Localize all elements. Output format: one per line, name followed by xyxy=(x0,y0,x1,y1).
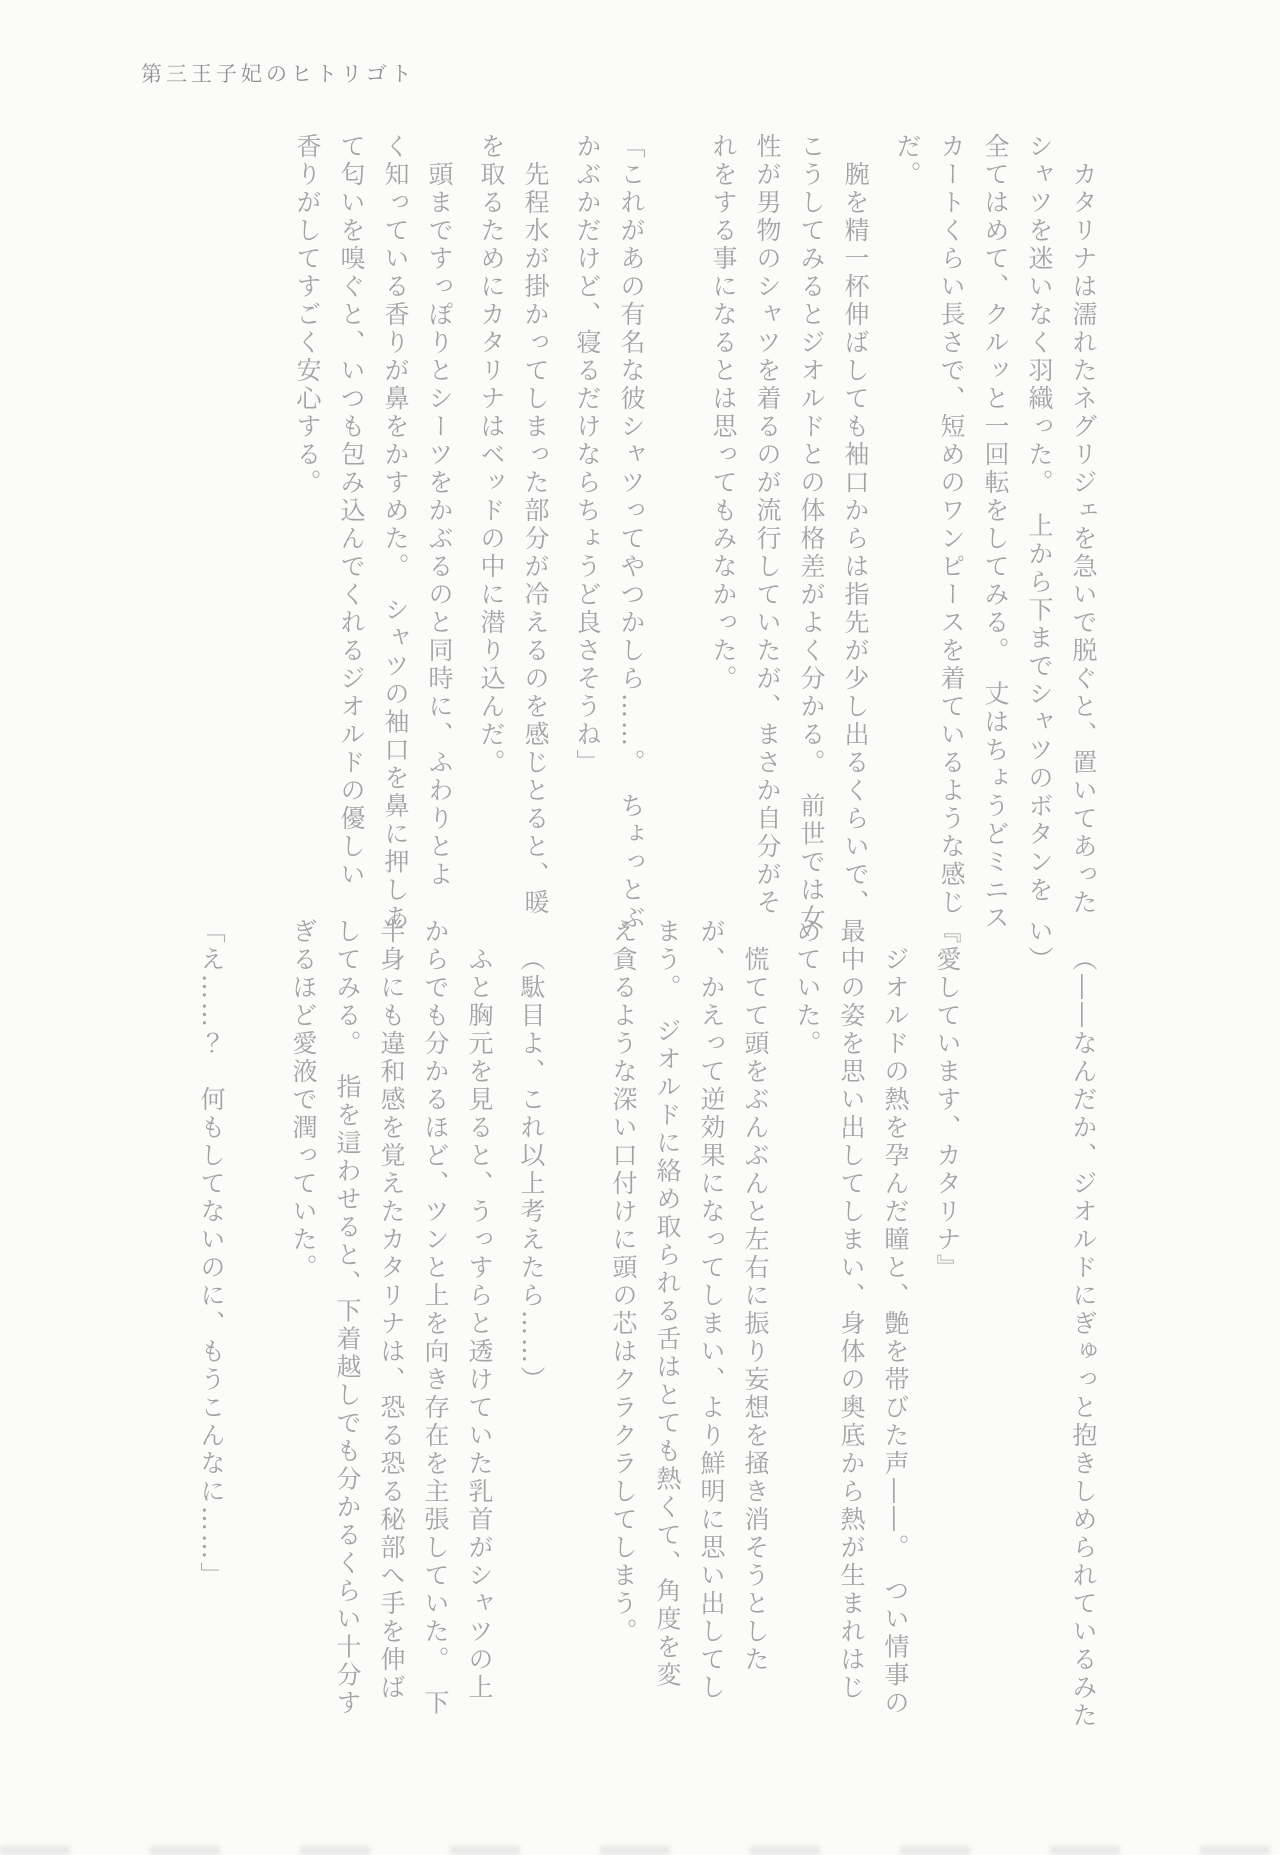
text-block-top xyxy=(285,133,1105,933)
text-column: え貪るような深い口付けに頭の芯はクラクラしてしまう。 xyxy=(609,918,638,1646)
text-column: 全てはめて、クルッと一回転をしてみる。 丈はちょうどミニス xyxy=(981,133,1010,933)
paragraph-quote xyxy=(925,918,969,1698)
paragraph-normal xyxy=(281,918,501,1718)
text-column: 最中の姿を思い出してしまい、身体の奥底から熱が生まれはじ xyxy=(837,918,866,1702)
text-block-bottom xyxy=(189,918,1105,1730)
text-column: 性が男物のシャツを着るのが流行していたが、まさか自分がそ xyxy=(753,133,782,917)
text-column: まう。 ジオルドに絡め取られる舌はとても熱くて、角度を変 xyxy=(653,918,682,1690)
paragraph-normal xyxy=(469,133,557,917)
paragraph-thought xyxy=(1017,918,1105,1730)
text-column: からでも分かるほど、ツンと上を向き存在を主張していた。 下 xyxy=(421,918,450,1718)
text-column: カートくらい長さで、短めのワンピースを着ているような感じ xyxy=(937,133,966,917)
text-column: 半身にも違和感を覚えたカタリナは、恐る恐る秘部へ手を伸ば xyxy=(377,918,406,1702)
text-column: かぶかだけど、寝るだけならちょうど良さそうね」 xyxy=(573,133,602,777)
paragraph-quote xyxy=(189,918,233,1698)
paragraph-normal xyxy=(885,133,1105,933)
text-column: してみる。 指を這わせると、下着越しでも分かるくらい十分す xyxy=(333,918,362,1718)
text-column: 先程水が掛かってしまった部分が冷えるのを感じとると、暖 xyxy=(521,161,550,917)
text-column: （駄目よ、これ以上考えたら……） xyxy=(517,946,546,1394)
text-column: が、かえって逆効果になってしまい、より鮮明に思い出してし xyxy=(697,918,726,1702)
paragraph-normal xyxy=(601,918,777,1702)
page-title: 第三王子妃のヒトリゴト xyxy=(141,62,416,86)
text-column: だ。 xyxy=(893,133,922,189)
text-column: 『愛しています、カタリナ』 xyxy=(933,918,962,1282)
text-column: カタリナは濡れたネグリジェを急いで脱ぐと、置いてあった xyxy=(1069,161,1098,917)
text-column: 頭まですっぽりとシーツをかぶるのと同時に、ふわりとよ xyxy=(425,161,454,889)
paragraph-normal xyxy=(285,133,461,933)
scan-artifact xyxy=(0,1846,1280,1855)
text-column: 慌てて頭をぶんぶんと左右に振り妄想を掻き消そうとした xyxy=(741,946,770,1674)
text-column: （――なんだか、ジオルドにぎゅっと抱きしめられているみた xyxy=(1069,946,1098,1730)
text-column: 「え……？ 何もしてないのに、もうこんなに……」 xyxy=(197,918,226,1590)
text-column: て匂いを嗅ぐと、いつも包み込んでくれるジオルドの優しい xyxy=(337,133,366,889)
text-column: こうしてみるとジオルドとの体格差がよく分かる。 前世では女 xyxy=(797,133,826,933)
text-column: ジオルドの熱を孕んだ瞳と、艶を帯びた声――。 つい情事の xyxy=(881,946,910,1718)
text-column: く知っている香りが鼻をかすめた。 シャツの袖口を鼻に押しあ xyxy=(381,133,410,933)
text-column: 「これがあの有名な彼シャツってやつかしら……。 ちょっとぶ xyxy=(617,133,646,933)
text-column: めていた。 xyxy=(793,918,822,1058)
text-column: れをする事になるとは思ってもみなかった。 xyxy=(709,133,738,693)
text-column: シャツを迷いなく羽織った。 上から下までシャツのボタンを xyxy=(1025,133,1054,905)
text-column: ぎるほど愛液で潤っていた。 xyxy=(289,918,318,1282)
text-column: 腕を精一杯伸ばしても袖口からは指先が少し出るくらいで、 xyxy=(841,161,870,917)
text-column: を取るためにカタリナはベッドの中に潜り込んだ。 xyxy=(477,133,506,777)
paragraph-normal xyxy=(785,918,917,1718)
text-column: 香りがしてすごく安心する。 xyxy=(293,133,322,497)
paragraph-quote xyxy=(565,133,653,933)
text-column: ふと胸元を見ると、うっすらと透けていた乳首がシャツの上 xyxy=(465,946,494,1702)
paragraph-normal xyxy=(701,133,877,933)
paragraph-thought xyxy=(509,918,553,1698)
text-column: い） xyxy=(1025,918,1054,974)
